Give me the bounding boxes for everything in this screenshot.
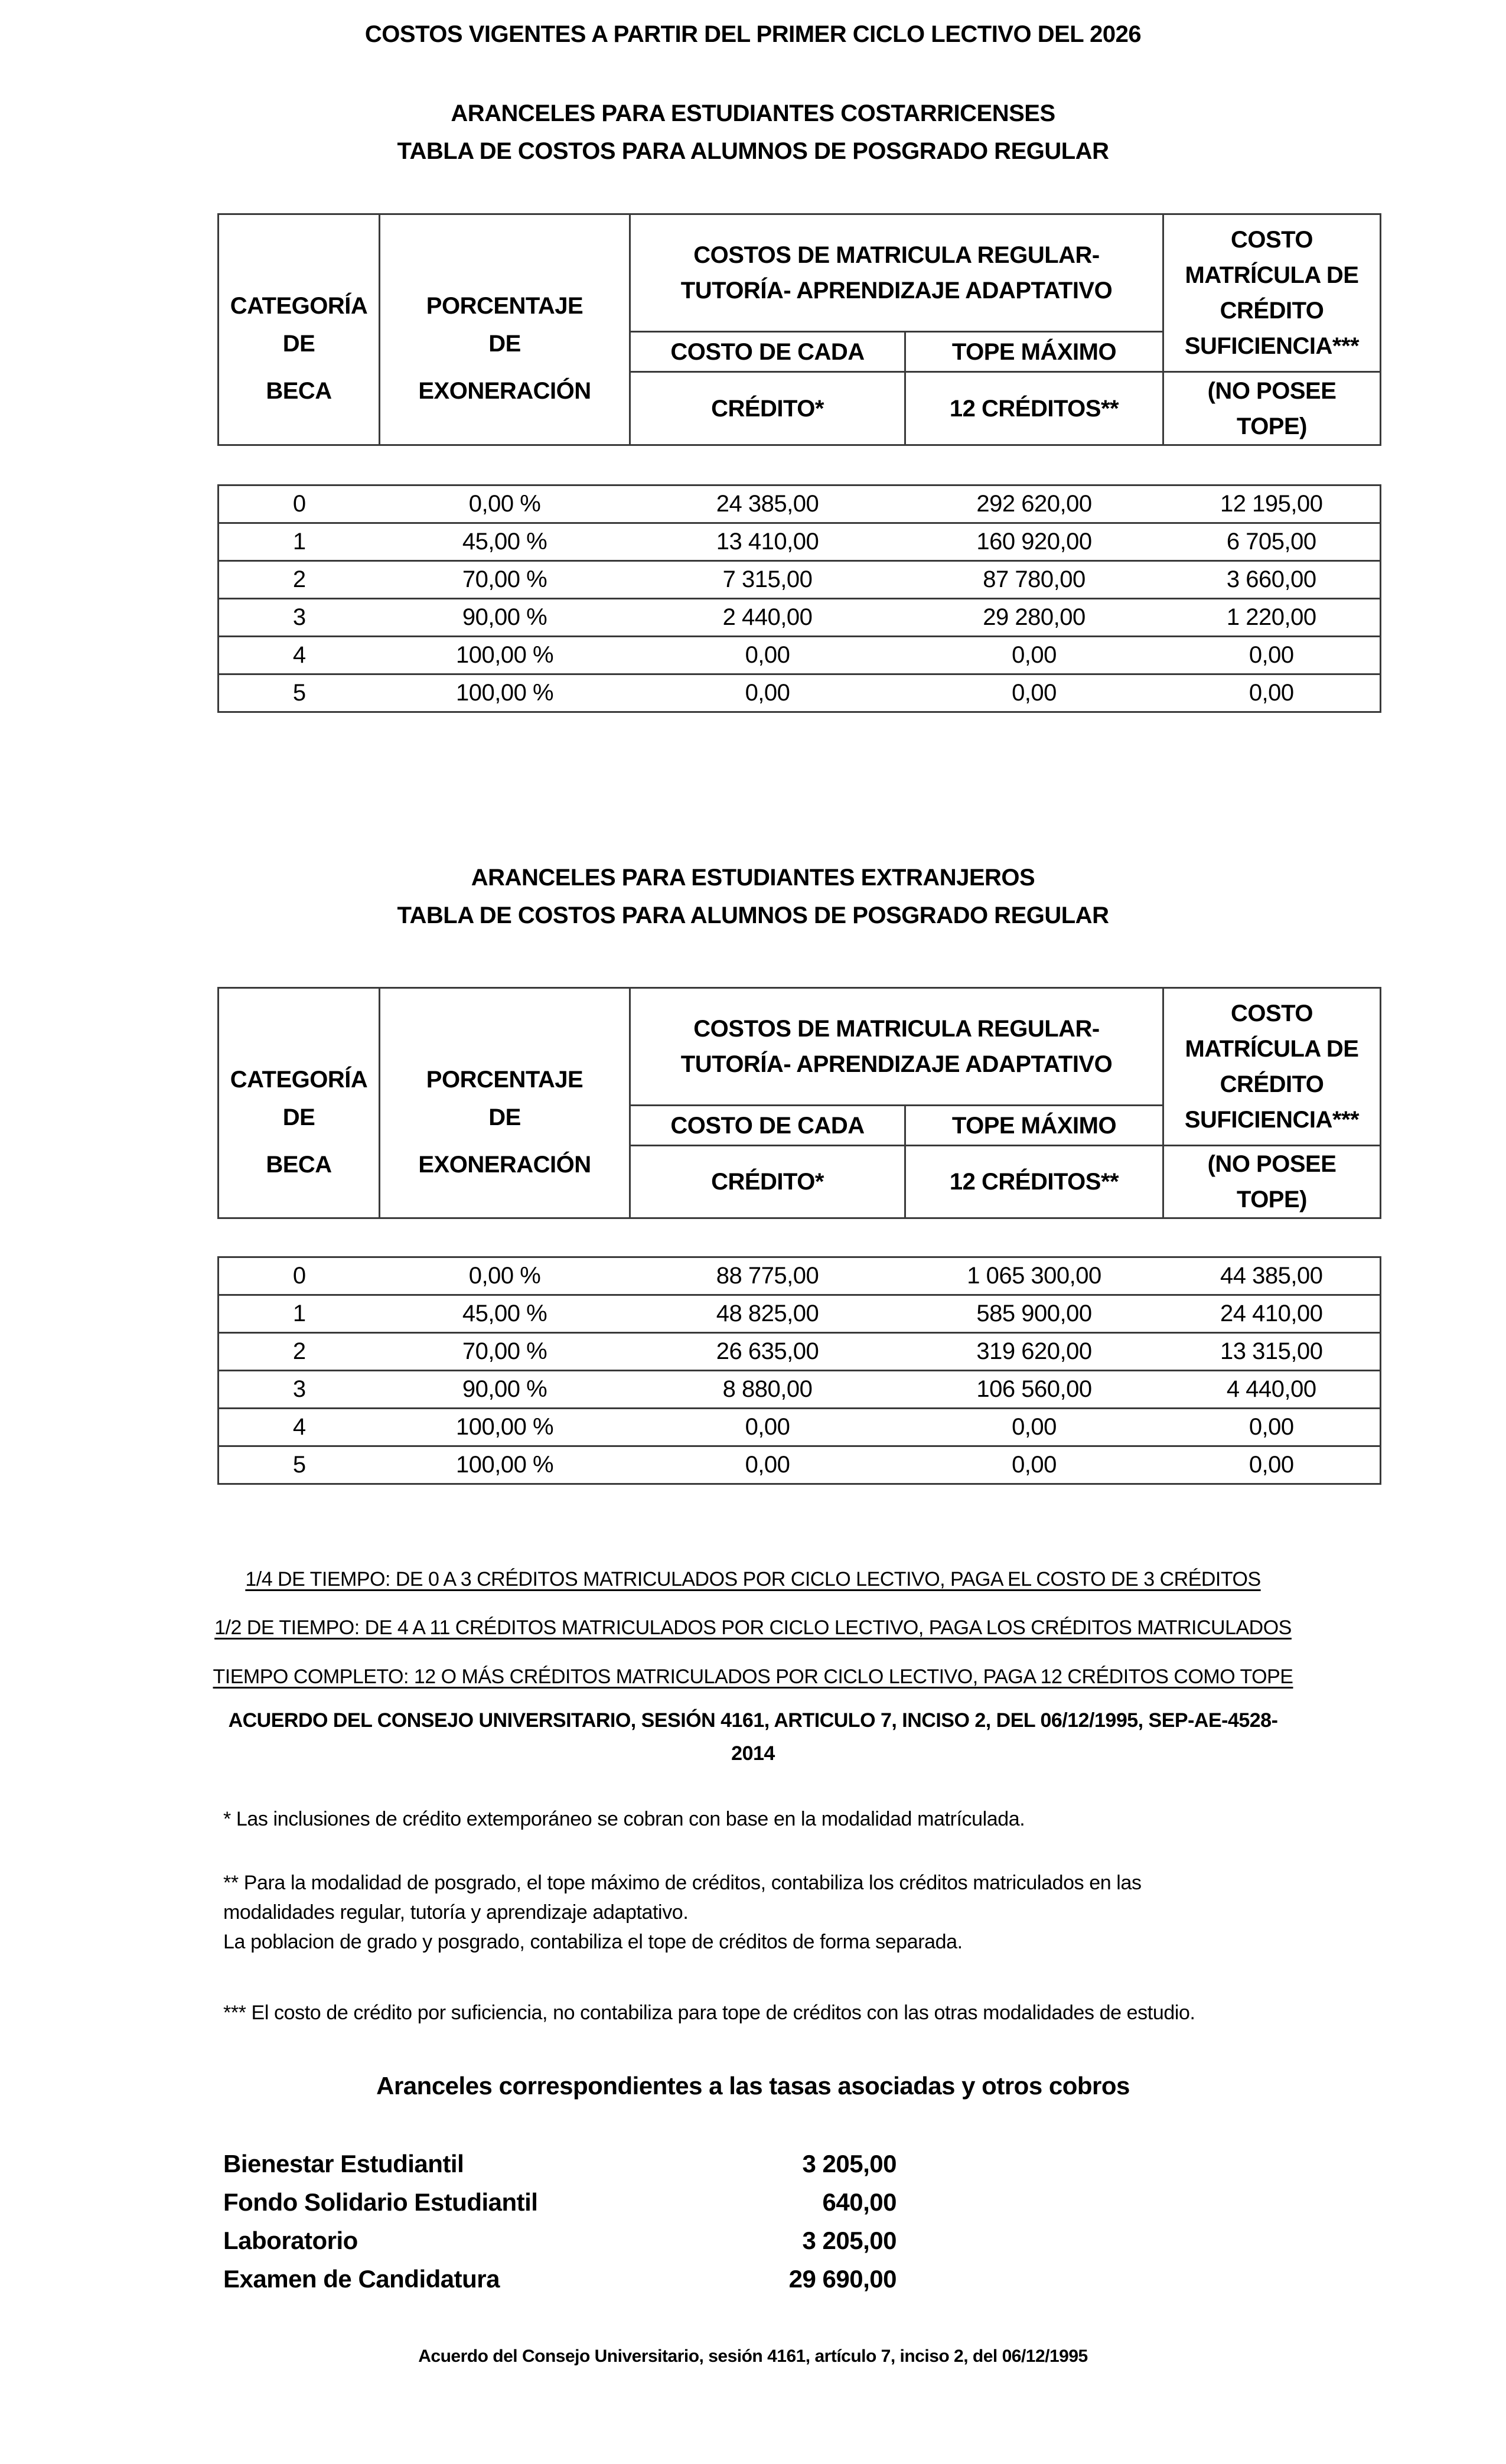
cell-category: 5 <box>219 1446 380 1484</box>
rule-half-time: 1/2 DE TIEMPO: DE 4 A 11 CRÉDITOS MATRICULADOS POR CICLO LECTIVO, PAGA LOS CRÉDITOS MATRICULADOS <box>214 1616 1292 1639</box>
cell-max-cap: 292 620,00 <box>905 485 1163 523</box>
cell-cost-per-credit: 0,00 <box>630 637 905 674</box>
table-row <box>219 523 1381 561</box>
note-double-asterisk: ** Para la modalidad de posgrado, el tope máximo de créditos, contabiliza los créditos matriculados en las modalidades regular, tutoría y aprendizaje adaptativo. La poblacion de grado y posgrado, contabiliza el tope de créditos de forma separada. <box>223 1872 1142 1953</box>
cell-percentage: 90,00 % <box>380 599 630 637</box>
cell-sufficiency: 1 220,00 <box>1163 599 1381 637</box>
cell-percentage: 90,00 % <box>380 1371 630 1409</box>
cell-max-cap: 319 620,00 <box>905 1333 1163 1371</box>
header-cost-per-credit-bottom: CRÉDITO* <box>630 1146 905 1218</box>
table-row <box>219 674 1381 712</box>
cell-cost-per-credit: 8 880,00 <box>630 1371 905 1409</box>
header-percentage: PORCENTAJE DE EXONERACIÓN <box>380 988 630 1218</box>
footer-agreement: Acuerdo del Consejo Universitario, sesión 4161, artículo 7, inciso 2, del 06/12/1995 <box>418 2346 1088 2366</box>
header-cost-per-credit-bottom: CRÉDITO* <box>630 372 905 445</box>
cell-max-cap: 87 780,00 <box>905 561 1163 599</box>
cell-cost-per-credit: 13 410,00 <box>630 523 905 561</box>
cell-percentage: 45,00 % <box>380 1295 630 1333</box>
cell-sufficiency: 0,00 <box>1163 1409 1381 1446</box>
fees-title: Aranceles correspondientes a las tasas asociadas y otros cobros <box>376 2072 1130 2100</box>
cell-cost-per-credit: 24 385,00 <box>630 485 905 523</box>
cell-max-cap: 0,00 <box>905 674 1163 712</box>
cell-cost-per-credit: 26 635,00 <box>630 1333 905 1371</box>
table-row <box>219 485 1381 523</box>
section-subheading-extranjeros: TABLA DE COSTOS PARA ALUMNOS DE POSGRADO REGULAR <box>397 902 1109 928</box>
header-percentage: PORCENTAJE DE EXONERACIÓN <box>380 214 630 445</box>
section-heading-costarricenses: ARANCELES PARA ESTUDIANTES COSTARRICENSES <box>451 100 1055 126</box>
cell-sufficiency: 0,00 <box>1163 637 1381 674</box>
document-title: COSTOS VIGENTES A PARTIR DEL PRIMER CICLO LECTIVO DEL 2026 <box>364 21 1142 47</box>
header-max-cap-top: TOPE MÁXIMO <box>905 332 1163 372</box>
agreement-reference: ACUERDO DEL CONSEJO UNIVERSITARIO, SESIÓN 4161, ARTICULO 7, INCISO 2, DEL 06/12/1995, SEP-AE-4528- 2014 <box>228 1709 1278 1765</box>
table-row <box>219 1409 1381 1446</box>
cell-percentage: 0,00 % <box>380 485 630 523</box>
cell-category: 1 <box>219 1295 380 1333</box>
note-triple-asterisk: *** El costo de crédito por suficiencia, no contabiliza para tope de créditos con las otras modalidades de estudio. <box>223 2002 1195 2024</box>
cell-max-cap: 1 065 300,00 <box>905 1257 1163 1295</box>
fee-value: 3 205,00 <box>802 2150 897 2178</box>
header-category: CATEGORÍA DE BECA <box>219 988 380 1218</box>
table-row <box>219 1446 1381 1484</box>
table-row <box>219 1333 1381 1371</box>
table-row <box>219 1257 1381 1295</box>
cell-sufficiency: 44 385,00 <box>1163 1257 1381 1295</box>
header-sufficiency-note: (NO POSEE TOPE) <box>1163 372 1381 445</box>
header-max-cap-bottom: 12 CRÉDITOS** <box>905 1146 1163 1218</box>
cell-sufficiency: 6 705,00 <box>1163 523 1381 561</box>
cell-category: 4 <box>219 1409 380 1446</box>
section-heading-extranjeros: ARANCELES PARA ESTUDIANTES EXTRANJEROS <box>471 865 1035 891</box>
cell-cost-per-credit: 0,00 <box>630 1446 905 1484</box>
header-cost-per-credit-top: COSTO DE CADA <box>630 332 905 372</box>
cell-max-cap: 160 920,00 <box>905 523 1163 561</box>
header-sufficiency: COSTO MATRÍCULA DE CRÉDITO SUFICIENCIA*** <box>1163 988 1381 1146</box>
cell-category: 3 <box>219 599 380 637</box>
cell-category: 0 <box>219 1257 380 1295</box>
cell-category: 2 <box>219 1333 380 1371</box>
cell-sufficiency: 24 410,00 <box>1163 1295 1381 1333</box>
cell-cost-per-credit: 88 775,00 <box>630 1257 905 1295</box>
cell-max-cap: 106 560,00 <box>905 1371 1163 1409</box>
cell-sufficiency: 13 315,00 <box>1163 1333 1381 1371</box>
cell-max-cap: 29 280,00 <box>905 599 1163 637</box>
header-regular-group: COSTOS DE MATRICULA REGULAR- TUTORÍA- APRENDIZAJE ADAPTATIVO <box>630 988 1163 1106</box>
cell-sufficiency: 3 660,00 <box>1163 561 1381 599</box>
fee-label: Fondo Solidario Estudiantil <box>223 2188 538 2216</box>
table-row <box>219 637 1381 674</box>
cell-percentage: 70,00 % <box>380 1333 630 1371</box>
cell-percentage: 100,00 % <box>380 637 630 674</box>
cell-max-cap: 585 900,00 <box>905 1295 1163 1333</box>
header-max-cap-top: TOPE MÁXIMO <box>905 1106 1163 1146</box>
cell-max-cap: 0,00 <box>905 1446 1163 1484</box>
header-regular-group: COSTOS DE MATRICULA REGULAR- TUTORÍA- APRENDIZAJE ADAPTATIVO <box>630 214 1163 332</box>
fee-value: 29 690,00 <box>788 2265 897 2293</box>
data-table-extranjeros <box>217 1256 1381 1485</box>
fee-label: Bienestar Estudiantil <box>223 2150 464 2178</box>
header-max-cap-bottom: 12 CRÉDITOS** <box>905 372 1163 445</box>
cell-category: 3 <box>219 1371 380 1409</box>
cell-sufficiency: 0,00 <box>1163 1446 1381 1484</box>
cell-cost-per-credit: 0,00 <box>630 674 905 712</box>
cell-percentage: 45,00 % <box>380 523 630 561</box>
section-subheading-costarricenses: TABLA DE COSTOS PARA ALUMNOS DE POSGRADO REGULAR <box>397 138 1109 164</box>
cell-percentage: 100,00 % <box>380 674 630 712</box>
cell-category: 0 <box>219 485 380 523</box>
cell-category: 1 <box>219 523 380 561</box>
header-sufficiency: COSTO MATRÍCULA DE CRÉDITO SUFICIENCIA*** <box>1163 214 1381 372</box>
cell-cost-per-credit: 48 825,00 <box>630 1295 905 1333</box>
fee-value: 3 205,00 <box>802 2227 897 2254</box>
cell-cost-per-credit: 7 315,00 <box>630 561 905 599</box>
header-sufficiency-note: (NO POSEE TOPE) <box>1163 1146 1381 1218</box>
note-single-asterisk: * Las inclusiones de crédito extemporáneo se cobran con base en la modalidad matrículada. <box>223 1808 1025 1830</box>
cell-max-cap: 0,00 <box>905 1409 1163 1446</box>
cell-sufficiency: 0,00 <box>1163 674 1381 712</box>
cell-cost-per-credit: 2 440,00 <box>630 599 905 637</box>
cell-percentage: 100,00 % <box>380 1409 630 1446</box>
cell-percentage: 0,00 % <box>380 1257 630 1295</box>
data-table-costarricenses <box>217 484 1381 713</box>
cell-percentage: 100,00 % <box>380 1446 630 1484</box>
table-row <box>219 561 1381 599</box>
header-table-extranjeros <box>217 987 1381 1219</box>
rule-full-time: TIEMPO COMPLETO: 12 O MÁS CRÉDITOS MATRICULADOS POR CICLO LECTIVO, PAGA 12 CRÉDITOS COMO TOPE <box>213 1666 1293 1688</box>
cell-sufficiency: 4 440,00 <box>1163 1371 1381 1409</box>
cell-category: 2 <box>219 561 380 599</box>
header-category: CATEGORÍA DE BECA <box>219 214 380 445</box>
fee-value: 640,00 <box>822 2188 897 2216</box>
table-row <box>219 599 1381 637</box>
cell-percentage: 70,00 % <box>380 561 630 599</box>
rule-quarter-time: 1/4 DE TIEMPO: DE 0 A 3 CRÉDITOS MATRICULADOS POR CICLO LECTIVO, PAGA EL COSTO DE 3 CRÉDITOS <box>245 1568 1261 1590</box>
table-row <box>219 1371 1381 1409</box>
cell-cost-per-credit: 0,00 <box>630 1409 905 1446</box>
fee-label: Examen de Candidatura <box>223 2265 500 2293</box>
fee-label: Laboratorio <box>223 2227 358 2254</box>
cell-category: 4 <box>219 637 380 674</box>
cell-max-cap: 0,00 <box>905 637 1163 674</box>
cell-category: 5 <box>219 674 380 712</box>
cell-sufficiency: 12 195,00 <box>1163 485 1381 523</box>
table-row <box>219 1295 1381 1333</box>
header-cost-per-credit-top: COSTO DE CADA <box>630 1106 905 1146</box>
header-table-costarricenses <box>217 213 1381 446</box>
